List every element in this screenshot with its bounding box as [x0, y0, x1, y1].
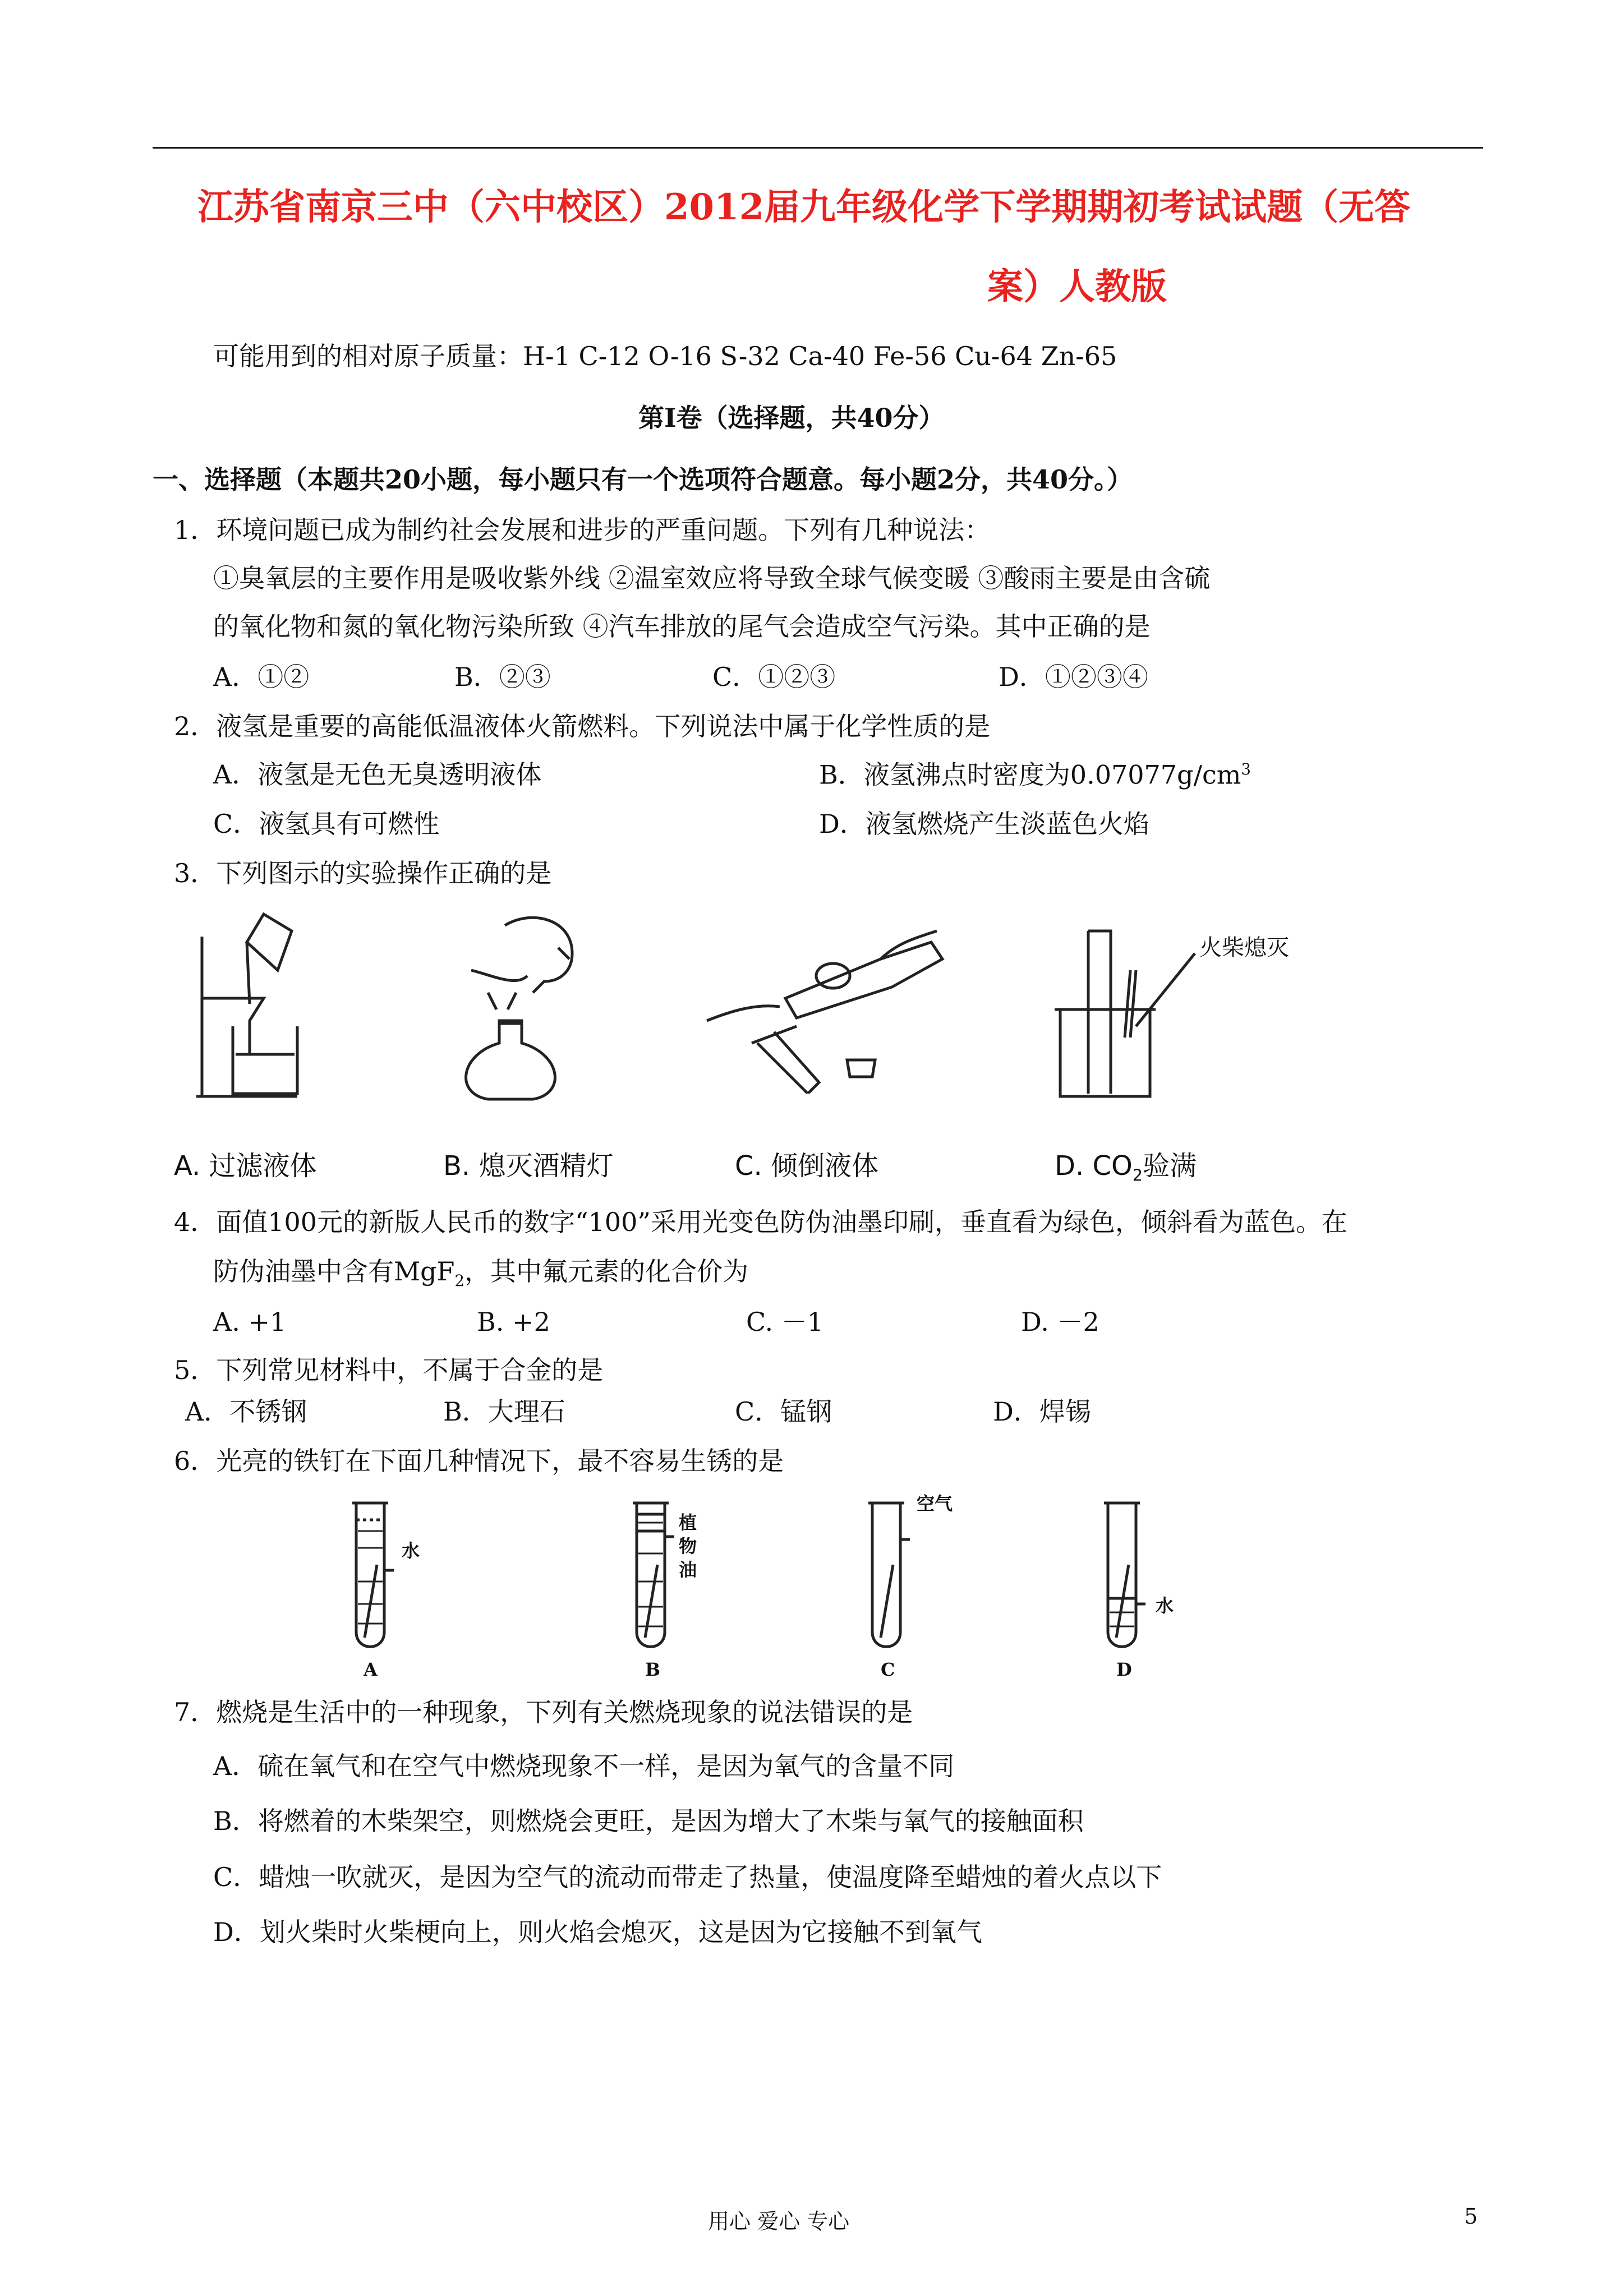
q4-option-a: A. +1	[213, 1307, 287, 1337]
q1-stem: 1．环境问题已成为制约社会发展和进步的严重问题。下列有几种说法：	[174, 515, 991, 545]
q1-line-2: ①臭氧层的主要作用是吸收紫外线 ②温室效应将导致全球气候变暖 ③酸雨主要是由含硫	[213, 563, 1211, 593]
q5-option-d: D．焊锡	[993, 1396, 1091, 1427]
q3-caption-d: D. $CO_2$验满	[1055, 1150, 1197, 1185]
tube-letter-b: B	[645, 1659, 661, 1680]
tube-letter-a: A	[364, 1659, 378, 1680]
q3-caption-c: C. 倾倒液体	[735, 1150, 879, 1182]
test-tube-a	[348, 1497, 404, 1654]
tube-d-label-water: 水	[1156, 1595, 1174, 1616]
q2-option-d: D．液氢燃烧产生淡蓝色火焰	[819, 809, 1149, 839]
title-line-1: 江苏省南京三中（六中校区）2012届九年级化学下学期期初考试试题（无答	[197, 186, 1411, 228]
q2-stem: 2．液氢是重要的高能低温液体火箭燃料。下列说法中属于化学性质的是	[174, 711, 991, 741]
q1-option-b: B．②③	[454, 662, 551, 692]
q4-line-2: 防伪油墨中含有MgF$_2$，其中氟元素的化合价为	[213, 1256, 749, 1290]
tube-letter-c: C	[881, 1659, 895, 1680]
atomic-mass-line: 可能用到的相对原子质量：H-1 C-12 O-16 S-32 Ca-40 Fe-56 Cu-64 Zn-65	[213, 341, 1117, 371]
filtration-figure	[180, 909, 348, 1105]
q4-option-c: C. －1	[746, 1307, 824, 1337]
tube-c-label-air: 空气	[917, 1493, 953, 1514]
q1-option-a: A．①②	[213, 662, 310, 692]
page-number: 5	[1464, 2204, 1478, 2229]
q7-option-a: A．硫在氧气和在空气中燃烧现象不一样，是因为氧气的含量不同	[213, 1751, 955, 1781]
q2-option-c: C．液氢具有可燃性	[213, 809, 440, 839]
q1-option-c: C．①②③	[712, 662, 836, 692]
q4-option-b: B. +2	[477, 1307, 550, 1337]
tube-a-label-water: 水	[402, 1540, 420, 1561]
test-tube-d	[1099, 1497, 1156, 1654]
alcohol-lamp-figure	[438, 909, 623, 1105]
tube-b-label-2: 物	[679, 1536, 697, 1557]
q7-option-b: B．将燃着的木柴架空，则燃烧会更旺，是因为增大了木柴与氧气的接触面积	[213, 1806, 1084, 1836]
q4-line-1: 4．面值100元的新版人民币的数字“100”采用光变色防伪油墨印刷，垂直看为绿色，倾斜看为蓝色。在	[174, 1207, 1347, 1237]
test-tube-c	[864, 1497, 920, 1654]
q5-option-a: A．不锈钢	[185, 1396, 307, 1427]
section-title: 第Ⅰ卷（选择题，共40分）	[638, 403, 945, 433]
footer-motto: 用心 爱心 专心	[708, 2209, 850, 2234]
tube-letter-d: D	[1116, 1659, 1132, 1680]
q6-stem: 6．光亮的铁钉在下面几种情况下，最不容易生锈的是	[174, 1446, 784, 1476]
q4-option-d: D. －2	[1021, 1307, 1099, 1337]
part-heading: 一、选择题（本题共20小题，每小题只有一个选项符合题意。每小题2分，共40分。）	[153, 464, 1133, 495]
q1-option-d: D．①②③④	[999, 662, 1148, 692]
q5-option-c: C．锰钢	[735, 1396, 832, 1427]
q7-option-c: C．蜡烛一吹就灭，是因为空气的流动而带走了热量，使温度降至蜡烛的着火点以下	[213, 1862, 1162, 1892]
tube-b-label-3: 油	[679, 1559, 697, 1580]
q7-option-d: D．划火柴时火柴梗向上，则火焰会熄灭，这是因为它接触不到氧气	[213, 1917, 982, 1947]
q5-stem: 5．下列常见材料中，不属于合金的是	[174, 1355, 604, 1385]
q3-caption-b: B. 熄灭酒精灯	[443, 1150, 614, 1182]
q3-stem: 3．下列图示的实验操作正确的是	[174, 858, 552, 888]
match-out-label: 火柴熄灭	[1199, 935, 1289, 961]
q5-option-b: B．大理石	[443, 1396, 565, 1427]
top-rule	[153, 147, 1483, 149]
tube-b-label-1: 植	[679, 1512, 697, 1533]
q1-line-3: 的氧化物和氮的氧化物污染所致 ④汽车排放的尾气会造成空气污染。其中正确的是	[213, 611, 1151, 642]
pouring-liquid-figure	[701, 909, 954, 1094]
title-line-2: 案）人教版	[987, 266, 1167, 308]
q2-option-b: B．液氢沸点时密度为$0.07077g/cm^3$	[819, 759, 1251, 790]
q2-option-a: A．液氢是无色无臭透明液体	[213, 759, 542, 790]
q7-stem: 7．燃烧是生活中的一种现象，下列有关燃烧现象的说法错误的是	[174, 1697, 913, 1727]
q3-caption-a: A. 过滤液体	[174, 1150, 317, 1182]
test-tube-b	[628, 1497, 684, 1654]
